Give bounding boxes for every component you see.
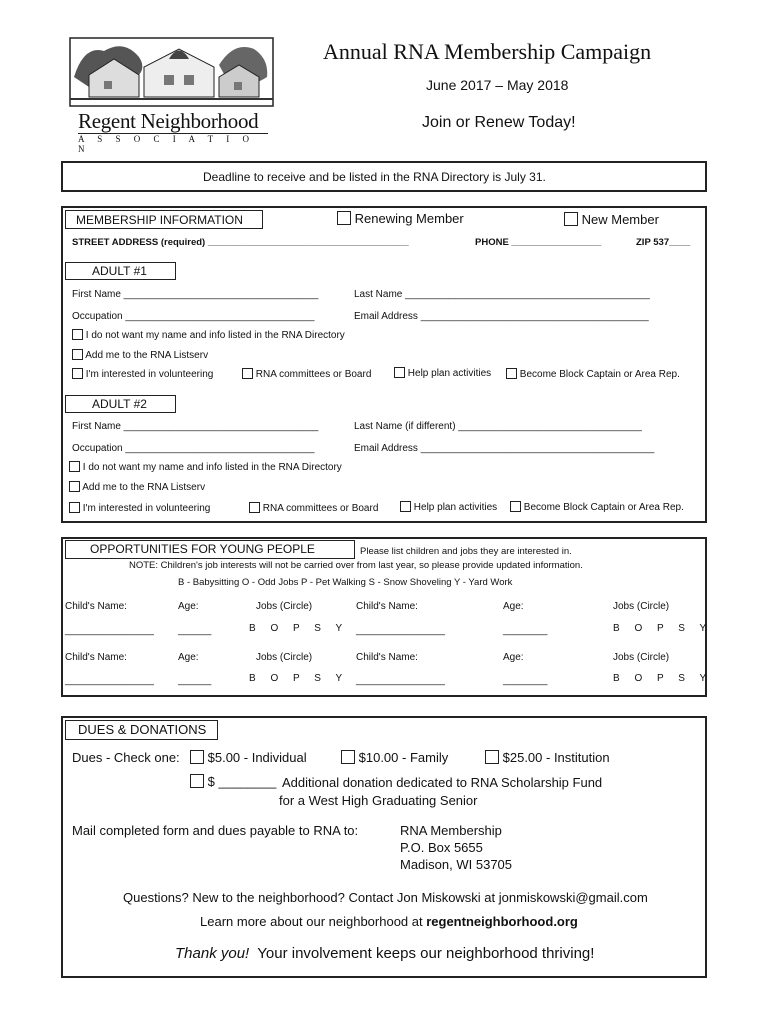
adult2-volunteer-checkbox[interactable] (69, 502, 80, 513)
child1-age-field[interactable]: ______ (178, 625, 212, 636)
job-codes: B - Babysitting O - Odd Jobs P - Pet Walking S - Snow Shoveling Y - Yard Work (178, 577, 513, 588)
page-title: Annual RNA Membership Campaign (323, 39, 652, 64)
thank-you-emphasis: Thank you! (175, 945, 250, 962)
child3-name-field[interactable]: ________________ (65, 675, 154, 686)
adult1-occupation[interactable]: Occupation __________________________________ (72, 311, 315, 322)
adult2-captain[interactable] (510, 501, 684, 513)
logo-subtext: A S S O C I A T I O N (78, 134, 255, 154)
adult1-first-name[interactable]: First Name ___________________________________ (72, 289, 319, 300)
child4-jobs-choices[interactable]: B O P S Y (613, 673, 714, 684)
deadline-text: Deadline to receive and be listed in the RNA Directory is July 31. (203, 170, 546, 184)
campaign-dates: June 2017 – May 2018 (426, 77, 569, 93)
child4-age-field[interactable]: ________ (503, 675, 548, 686)
thank-you-text (175, 945, 594, 962)
adult2-email[interactable]: Email Address __________________________________________ (354, 443, 655, 454)
child1-age-label: Age: (178, 601, 199, 612)
dues-institution-checkbox[interactable] (485, 750, 499, 764)
adult2-committees-label: RNA committees or Board (262, 503, 379, 514)
renewing-member-option[interactable] (337, 211, 464, 226)
adult1-committees-checkbox[interactable] (242, 368, 253, 379)
adult2-help[interactable] (400, 501, 497, 513)
adult2-occupation[interactable]: Occupation __________________________________ (72, 443, 315, 454)
adult2-tab: ADULT #2 (65, 395, 176, 413)
dues-institution-label: $25.00 - Institution (502, 750, 610, 765)
child4-name-field[interactable]: ________________ (356, 675, 445, 686)
website-link[interactable]: regentneighborhood.org (426, 914, 578, 929)
adult2-listserv-label: Add me to the RNA Listserv (82, 482, 206, 493)
donation-option[interactable] (190, 774, 276, 789)
child2-jobs-label: Jobs (Circle) (613, 601, 670, 612)
adult1-committees[interactable] (242, 368, 371, 380)
child1-jobs-label: Jobs (Circle) (256, 601, 313, 612)
mail-address-line2: P.O. Box 5655 (400, 840, 483, 855)
child3-age-field[interactable]: ______ (178, 675, 212, 686)
adult2-committees-checkbox[interactable] (249, 502, 260, 513)
child4-jobs-label: Jobs (Circle) (613, 652, 670, 663)
mail-instructions: Mail completed form and dues payable to RNA to: (72, 823, 359, 838)
young-instructions: Please list children and jobs they are interested in. (360, 546, 572, 557)
adult2-captain-checkbox[interactable] (510, 501, 521, 512)
child3-name-label: Child's Name: (65, 652, 127, 663)
mail-address-line3: Madison, WI 53705 (400, 857, 513, 872)
adult2-committees[interactable] (249, 502, 378, 514)
adult1-listserv-checkbox[interactable] (72, 349, 83, 360)
dues-section (61, 716, 707, 978)
learn-more-text (200, 914, 578, 929)
new-member-option[interactable] (564, 212, 659, 227)
thank-you-message: Your involvement keeps our neighborhood thriving! (249, 945, 595, 962)
phone-field[interactable]: PHONE _________________ (475, 237, 602, 248)
adult1-help-checkbox[interactable] (394, 367, 405, 378)
child2-jobs-choices[interactable]: B O P S Y (613, 623, 714, 634)
adult1-captain[interactable] (506, 368, 680, 380)
adult2-captain-label: Become Block Captain or Area Rep. (523, 502, 684, 513)
dues-individual-checkbox[interactable] (190, 750, 204, 764)
child3-age-label: Age: (178, 652, 199, 663)
adult2-opt-out-checkbox[interactable] (69, 461, 80, 472)
dues-family-label: $10.00 - Family (358, 750, 449, 765)
dues-individual-label: $5.00 - Individual (207, 750, 307, 765)
questions-text: Questions? New to the neighborhood? Contact Jon Miskowski at jonmiskowski@gmail.com (123, 890, 648, 905)
child2-age-field[interactable]: ________ (503, 625, 548, 636)
zip-field[interactable]: ZIP 537____ (636, 237, 691, 248)
dues-institution-option[interactable] (485, 750, 610, 765)
adult1-opt-out[interactable] (72, 329, 345, 341)
deadline-box (61, 161, 707, 192)
adult2-help-label: Help plan activities (413, 502, 498, 513)
renewing-checkbox[interactable] (337, 211, 351, 225)
dues-label: Dues - Check one: (72, 750, 180, 765)
adult1-volunteer[interactable] (72, 368, 213, 380)
adult2-help-checkbox[interactable] (400, 501, 411, 512)
adult1-volunteer-checkbox[interactable] (72, 368, 83, 379)
dues-family-option[interactable] (341, 750, 448, 765)
child4-name-label: Child's Name: (356, 652, 418, 663)
membership-section (61, 206, 707, 523)
membership-tab: MEMBERSHIP INFORMATION (65, 210, 263, 229)
dues-tab: DUES & DONATIONS (65, 720, 218, 740)
adult1-last-name[interactable]: Last Name ____________________________________________ (354, 289, 650, 300)
logo (69, 37, 274, 154)
adult1-help-label: Help plan activities (407, 368, 492, 379)
child1-name-label: Child's Name: (65, 601, 127, 612)
child2-age-label: Age: (503, 601, 524, 612)
dues-individual-option[interactable] (190, 750, 307, 765)
adult1-captain-label: Become Block Captain or Area Rep. (519, 369, 680, 380)
adult1-listserv[interactable] (72, 349, 208, 361)
young-people-tab: OPPORTUNITIES FOR YOUNG PEOPLE (65, 540, 355, 559)
adult2-volunteer[interactable] (69, 502, 210, 514)
adult2-volunteer-label: I'm interested in volunteering (82, 503, 211, 514)
adult2-opt-out[interactable] (69, 461, 342, 473)
logo-house-illustration (69, 37, 274, 107)
adult2-last-name[interactable]: Last Name (if different) _________________________________ (354, 421, 642, 432)
child3-jobs-label: Jobs (Circle) (256, 652, 313, 663)
adult1-email[interactable]: Email Address _________________________________________ (354, 311, 649, 322)
child3-jobs-choices[interactable]: B O P S Y (249, 673, 350, 684)
learn-more-prefix: Learn more about our neighborhood at (200, 914, 427, 929)
child2-name-label: Child's Name: (356, 601, 418, 612)
adult1-listserv-label: Add me to the RNA Listserv (85, 350, 209, 361)
adult1-committees-label: RNA committees or Board (255, 369, 372, 380)
renewing-label: Renewing Member (354, 211, 464, 226)
adult1-opt-out-label: I do not want my name and info listed in the RNA Directory (85, 330, 345, 341)
adult2-first-name[interactable]: First Name ___________________________________ (72, 421, 319, 432)
child1-name-field[interactable]: ________________ (65, 625, 154, 636)
adult1-captain-checkbox[interactable] (506, 368, 517, 379)
street-address-field[interactable]: STREET ADDRESS (required) ______________________________________ (72, 237, 409, 248)
donation-checkbox[interactable] (190, 774, 204, 788)
donation-amount-field[interactable]: $ ________ (207, 774, 277, 789)
donation-text-line2: for a West High Graduating Senior (279, 793, 478, 808)
child4-age-label: Age: (503, 652, 524, 663)
adult2-listserv[interactable] (69, 481, 205, 493)
adult2-listserv-checkbox[interactable] (69, 481, 80, 492)
mail-address-line1: RNA Membership (400, 823, 502, 838)
child1-jobs-choices[interactable]: B O P S Y (249, 623, 350, 634)
adult1-tab: ADULT #1 (65, 262, 176, 280)
new-member-checkbox[interactable] (564, 212, 578, 226)
young-note: NOTE: Children's job interests will not be carried over from last year, so please provide updated information. (129, 560, 583, 571)
dues-family-checkbox[interactable] (341, 750, 355, 764)
adult1-help[interactable] (394, 367, 491, 379)
adult1-volunteer-label: I'm interested in volunteering (85, 369, 214, 380)
cta-text: Join or Renew Today! (422, 114, 576, 131)
new-member-label: New Member (581, 212, 659, 227)
adult2-opt-out-label: I do not want my name and info listed in the RNA Directory (82, 462, 342, 473)
adult1-opt-out-checkbox[interactable] (72, 329, 83, 340)
young-people-section (61, 537, 714, 697)
logo-text: Regent Neighborhood (78, 109, 259, 133)
donation-text-line1: Additional donation dedicated to RNA Scholarship Fund (282, 775, 603, 790)
child2-name-field[interactable]: ________________ (356, 625, 445, 636)
